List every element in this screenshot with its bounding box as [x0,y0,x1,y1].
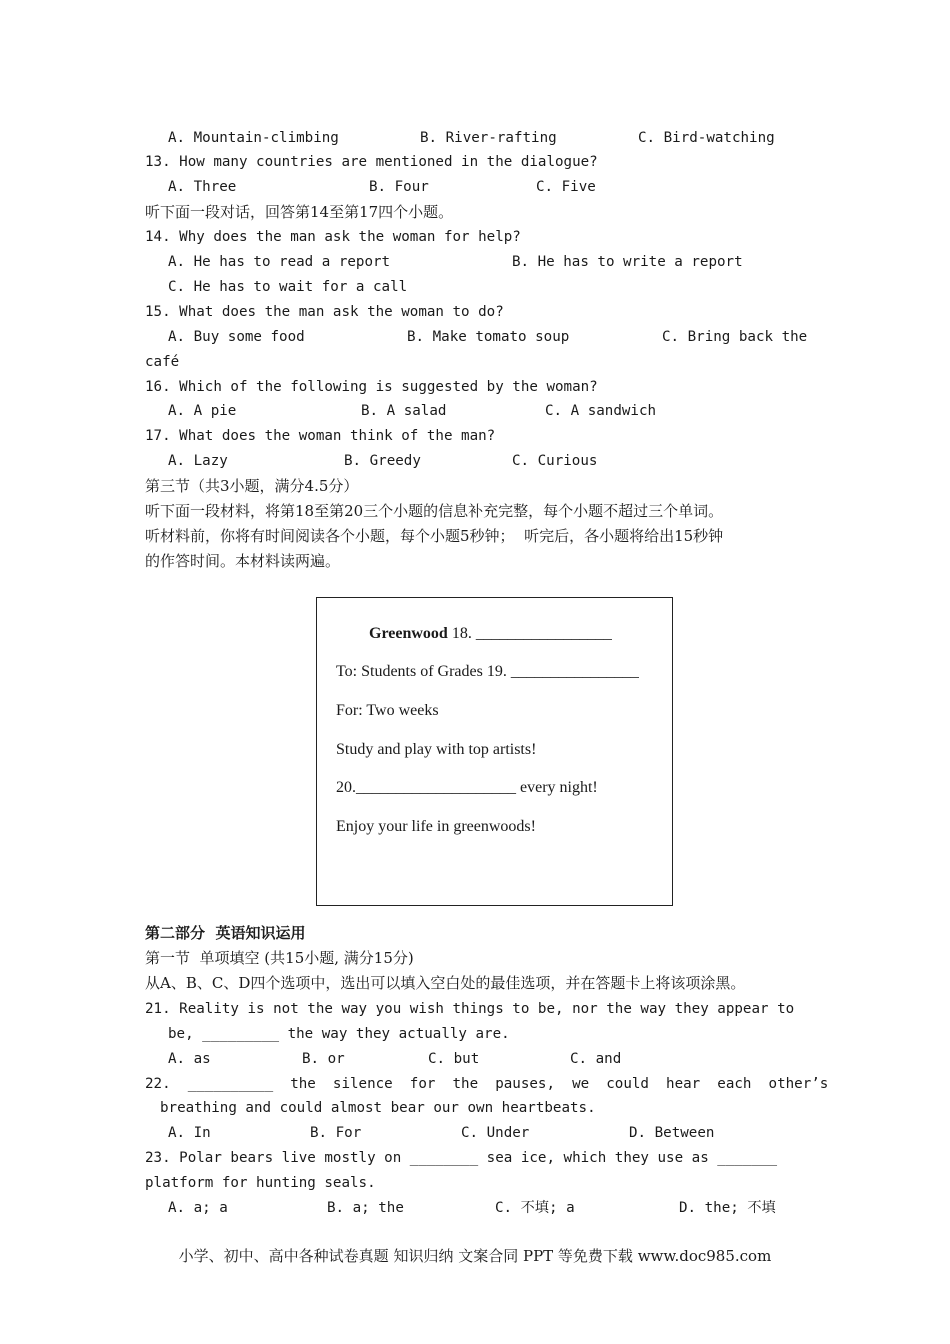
q22-option-c: C. Under [461,1125,530,1141]
q17-option-b: B. Greedy [344,453,421,469]
q14-option-c: C. He has to wait for a call [168,279,408,295]
instruction-14-17: 听下面一段对话，回答第14至第17四个小题。 [145,203,454,221]
q16-stem: 16. Which of the following is suggested by the woman? [145,379,598,395]
q21-option-c: C. but [428,1051,480,1067]
q15-stem: 15. What does the man ask the woman to do? [145,304,504,320]
part2-instruction: 从A、B、C、D四个选项中，选出可以填入空白处的最佳选项，并在答题卡上将该项涂黑。 [145,974,746,992]
q23-option-c: C. 不填; a [495,1200,575,1216]
q13-option-c: C. Five [536,179,596,195]
notice-enjoy: Enjoy your life in greenwoods! [336,818,536,835]
q22-stem-line1: 22. __________ the silence for the pauses, we could hear each other’s [145,1076,829,1092]
q21-option-b: B. or [302,1051,345,1067]
notice-to: To: Students of Grades 19. ________________ [336,663,639,680]
notice-for: For: Two weeks [336,702,439,719]
section3-instruction-3: 的作答时间。本材料读两遍。 [145,552,341,570]
q21-stem-line2: be, _________ the way they actually are. [168,1026,510,1042]
q17-stem: 17. What does the woman think of the man? [145,428,496,444]
q22-option-a: A. In [168,1125,211,1141]
part2-title: 第二部分 英语知识运用 [145,924,306,942]
footer-text: 小学、初中、高中各种试卷真题 知识归纳 文案合同 PPT 等免费下载 www.doc985.com [178,1247,772,1265]
q23-stem-line1: 23. Polar bears live mostly on ________ sea ice, which they use as _______ [145,1150,778,1166]
q12-option-a: A. Mountain-climbing [168,130,339,146]
notice-title-bold: Greenwood [369,625,448,642]
q17-option-c: C. Curious [512,453,598,469]
q14-stem: 14. Why does the man ask the woman for help? [145,229,521,245]
q15-option-a: A. Buy some food [168,329,305,345]
q14-option-b: B. He has to write a report [512,254,743,270]
section3-instruction-2: 听材料前，你将有时间阅读各个小题，每个小题5秒钟； 听完后，各小题将给出15秒钟 [145,527,724,545]
q23-option-d: D. the; 不填 [679,1200,776,1216]
q13-option-b: B. Four [369,179,429,195]
notice-title-blank-18: 18. _________________ [447,625,612,642]
q22-stem-line2: breathing and could almost bear our own heartbeats. [160,1100,596,1116]
q23-option-a: A. a; a [168,1200,228,1216]
q12-option-c: C. Bird-watching [638,130,775,146]
q15-option-c-cont: café [145,354,180,370]
q22-option-d: D. Between [629,1125,715,1141]
notice-title [369,624,612,644]
q16-option-c: C. A sandwich [545,403,657,419]
q21-option-d: C. and [570,1051,622,1067]
section3-instruction-1: 听下面一段材料，将第18至第20三个小题的信息补充完整，每个小题不超过三个单词。 [145,502,724,520]
q21-stem-line1: 21. Reality is not the way you wish things to be, nor the way they appear to [145,1001,795,1017]
q23-option-b: B. a; the [327,1200,404,1216]
notice-box [316,597,673,906]
q14-option-a: A. He has to read a report [168,254,391,270]
section3-title: 第三节（共3小题，满分4.5分） [145,477,359,495]
notice-blank-20: 20.____________________ every night! [336,779,598,796]
q21-option-a: A. as [168,1051,211,1067]
q13-option-a: A. Three [168,179,237,195]
q23-stem-line2: platform for hunting seals. [145,1175,376,1191]
q15-option-b: B. Make tomato soup [407,329,570,345]
q13-stem: 13. How many countries are mentioned in the dialogue? [145,154,598,170]
q16-option-b: B. A salad [361,403,447,419]
q17-option-a: A. Lazy [168,453,228,469]
part2-section1-title: 第一节 单项填空 (共15小题, 满分15分) [145,949,414,967]
q16-option-a: A. A pie [168,403,237,419]
q22-option-b: B. For [310,1125,362,1141]
q12-option-b: B. River-rafting [420,130,557,146]
notice-study: Study and play with top artists! [336,741,537,758]
q15-option-c: C. Bring back the [662,329,808,345]
